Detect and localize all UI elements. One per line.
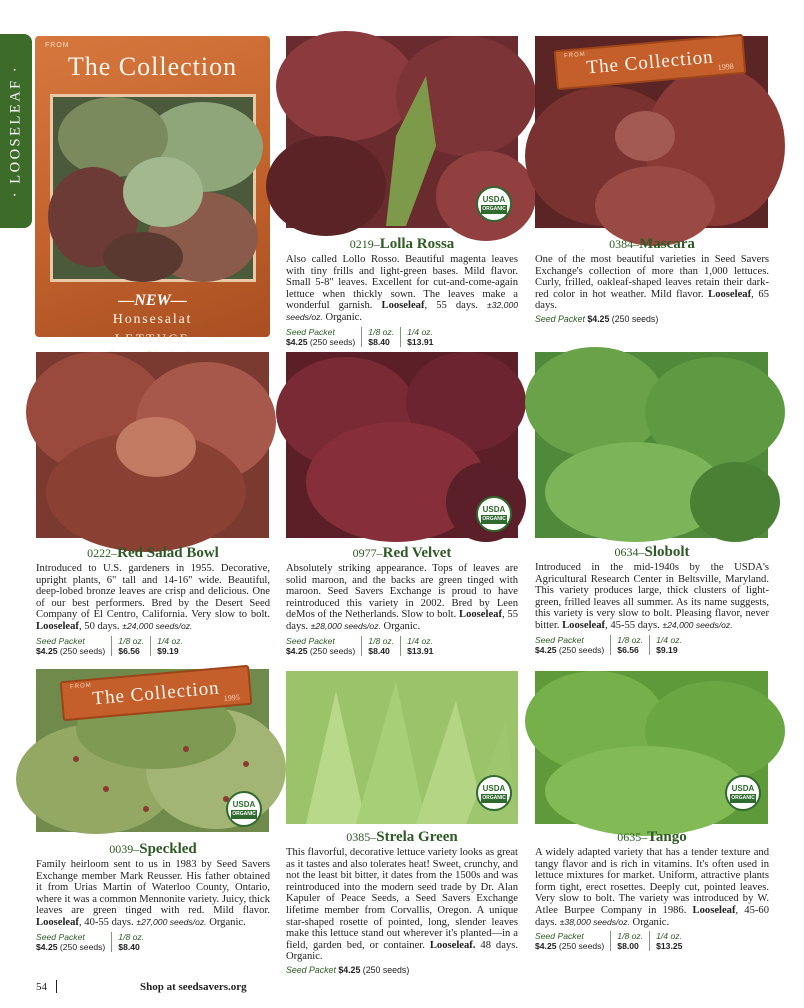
product-speckled: [36, 838, 270, 952]
price-label: Seed Packet: [535, 931, 584, 942]
price-value: $8.40: [368, 336, 390, 347]
product-number: 0039–: [109, 842, 140, 856]
price-option[interactable]: [368, 327, 401, 347]
promo-line1: Honsesalat: [112, 312, 193, 327]
product-name: Strela Green: [376, 829, 458, 845]
price-value: $13.25: [656, 941, 683, 952]
product-name: Lolla Rossa: [379, 236, 455, 252]
usda-organic-seal: USDA ORGANIC: [476, 775, 512, 811]
price-label: 1/8 oz.: [118, 635, 145, 646]
section-tab-label: · LOOSELEAF ·: [7, 64, 24, 198]
product-number: 0634–: [614, 545, 645, 559]
price-label: Seed Packet: [535, 634, 584, 645]
price-value: $4.25 (250 seeds): [36, 645, 106, 656]
collection-banner: FROM The Collection 1995: [60, 665, 253, 721]
promo-line2: LETTUCE: [114, 331, 191, 346]
price-label: 1/4 oz.: [157, 635, 183, 646]
price-value[interactable]: $4.25: [338, 964, 361, 975]
price-option[interactable]: [118, 636, 151, 656]
product-slobolt: [535, 541, 769, 655]
price-value: $9.19: [656, 644, 678, 655]
promo-title: The Collection: [67, 52, 238, 81]
price-value: $4.25 (250 seeds): [36, 941, 106, 952]
price-inline: Seed Packet $4.25 (250 seeds): [535, 313, 659, 324]
product-description: A widely adapted variety that has a tender texture and tangy flavor and is rich in vitamins. It's often used in lettuce mixtures for market. Uniform, attractive plants form tight, erect rosettes. Deeply cut, pointed leaves. Very slow to bolt. The variety was introduced by W. Atlee Burpee Company in 1986. Looseleaf, 45-60 days. ±38,000 seeds/oz. Organic.: [535, 847, 770, 928]
price-label: 1/8 oz.: [118, 931, 145, 942]
price-label: 1/8 oz.: [617, 634, 644, 645]
price-value: $13.91: [407, 645, 434, 656]
product-number: 0635–: [617, 830, 648, 844]
price-table: [286, 636, 518, 656]
product-number: 0977–: [352, 546, 383, 560]
price-option[interactable]: [617, 931, 650, 951]
price-option[interactable]: [286, 636, 362, 656]
product-description: Absolutely striking appearance. Tops of leaves are solid maroon, and the backs are green tinged with maroon. Seed Savers Exchange is proud to have reintroduced this variety in 2002. Bred by Leen deMos of the Netherlands. Slow to bolt. Looseleaf, 55 days. ±28,000 seeds/oz. Organic.: [286, 563, 518, 632]
product-name: Red Velvet: [382, 545, 452, 561]
promo-from: FROM: [45, 42, 70, 49]
price-option[interactable]: [656, 931, 688, 951]
price-label: Seed Packet: [36, 931, 85, 942]
price-label: Seed Packet: [36, 635, 85, 646]
product-number: 0219–: [349, 237, 380, 251]
product-mascara: [535, 233, 769, 324]
product-description: Also called Lollo Rosso. Beautiful magenta leaves with tiny frills and light-green bases. Mild flavor. Small 5-8" leaves. Excellent for cut-and-come-again lettuce when thickly sown. The leaves make a wonderful garnish. Looseleaf, 55 days. ±32,000 seeds/oz. Organic.: [286, 254, 519, 323]
product-description: One of the most beautiful varieties in Seed Savers Exchange's collection of more than 1,000 lettuces. Curly, frilled, oakleaf-shaped leaves retain their dark-red color in hot weather. Mild flavor. Looseleaf, 65 days.: [535, 254, 769, 312]
promo-new-label: —NEW—: [118, 292, 187, 309]
price-table: [36, 932, 270, 952]
product-number: 0384–: [609, 237, 640, 251]
collection-promo-card[interactable]: [35, 36, 270, 346]
price-option[interactable]: [535, 931, 611, 951]
price-label: 1/4 oz.: [407, 326, 433, 337]
product-description: Family heirloom sent to us in 1983 by Seed Savers Exchange member Mark Reusser. His father obtained it from Urias Martin of Waterloo County, Ontario, where it was a common Mennonite variety. Juicy, thick leaves are green tinged with red. Mild flavor. Looseleaf, 40-55 days. ±27,000 seeds/oz. Organic.: [36, 859, 270, 928]
product-number: 0222–: [87, 546, 118, 560]
price-table: [535, 931, 769, 951]
price-label: 1/4 oz.: [656, 634, 682, 645]
price-option[interactable]: [617, 635, 650, 655]
price-option[interactable]: [36, 636, 112, 656]
price-option[interactable]: [36, 932, 112, 952]
price-label: 1/8 oz.: [368, 326, 395, 337]
price-option[interactable]: [656, 635, 688, 655]
product-red-velvet: [286, 542, 518, 656]
price-table: [286, 327, 518, 347]
product-name: Mascara: [639, 236, 695, 252]
usda-organic-seal: USDA ORGANIC: [476, 186, 512, 222]
price-value: $13.91: [407, 336, 434, 347]
slobolt-photo: [535, 352, 768, 538]
red-salad-bowl-photo: [36, 352, 269, 538]
usda-organic-seal: USDA ORGANIC: [226, 791, 262, 827]
price-option[interactable]: [407, 327, 439, 347]
price-label: 1/4 oz.: [407, 635, 433, 646]
promo-photo: [50, 94, 256, 282]
product-name: Tango: [647, 829, 687, 845]
usda-organic-seal: USDA ORGANIC: [725, 775, 761, 811]
product-description: This flavorful, decorative lettuce variety looks as great as it tastes and also tolerates heat! Sweet, crunchy, and not the least bit bitter, it dates from the 1500s and was reintroduced into the modern seed trade by Dr. Alan Kapuler of Peace Seeds, a Seed Savers Exchange lifetime member from Corvallis, Oregon. A unique star-shaped rosette of pointed, long, slender leaves make this lettuce stand out wherever it's planted—in a field, garden bed, or container. Looseleaf. 48 days. Organic.: [286, 847, 518, 963]
page-number: 54: [36, 981, 47, 993]
product-number: 0385–: [346, 830, 377, 844]
lolla-rossa-photo: [286, 36, 518, 228]
price-option[interactable]: [535, 635, 611, 655]
price-value: $9.19: [157, 645, 179, 656]
price-option[interactable]: [407, 636, 439, 656]
mascara-photo: [535, 36, 768, 228]
price-value: $4.25 (250 seeds): [286, 336, 356, 347]
product-red-salad-bowl: [36, 542, 270, 656]
price-option[interactable]: [118, 932, 150, 952]
price-table: [535, 635, 769, 655]
strela-green-photo: [286, 671, 518, 824]
collection-banner: FROM The Collection 1998: [554, 34, 747, 90]
price-value[interactable]: $4.25: [587, 313, 610, 324]
product-name: Speckled: [139, 841, 197, 857]
price-value: $8.40: [118, 941, 140, 952]
price-table: [36, 636, 270, 656]
shop-link[interactable]: Shop at seedsavers.org: [140, 981, 247, 993]
tango-photo: [535, 671, 768, 824]
speckled-photo: [36, 669, 269, 832]
price-label: 1/8 oz.: [617, 931, 644, 942]
price-label: Seed Packet: [286, 635, 335, 646]
price-value: $6.56: [617, 644, 639, 655]
price-value: $4.25 (250 seeds): [286, 645, 356, 656]
product-name: Slobolt: [644, 544, 690, 560]
price-inline: Seed Packet $4.25 (250 seeds): [286, 964, 410, 975]
product-strela-green: [286, 826, 518, 975]
usda-organic-seal: USDA ORGANIC: [476, 496, 512, 532]
price-value: $4.25 (250 seeds): [535, 644, 605, 655]
footer-divider: [56, 980, 57, 993]
price-label: 1/8 oz.: [368, 635, 395, 646]
product-tango: [535, 826, 769, 951]
price-option[interactable]: [286, 327, 362, 347]
price-option[interactable]: [368, 636, 401, 656]
price-value: $8.40: [368, 645, 390, 656]
price-label: Seed Packet: [286, 964, 339, 975]
price-label: 1/4 oz.: [656, 931, 682, 942]
product-description: Introduced to U.S. gardeners in 1955. Decorative, upright plants, 6" tall and 14-16" wide. Beautiful, deep-lobed bronze leaves are crisp and delicious. One of our best performers. Bred by the Desert Seed Company of El Centro, California. Very slow to bolt. Looseleaf, 50 days. ±24,000 seeds/oz.: [36, 563, 270, 632]
product-name: Red Salad Bowl: [117, 545, 219, 561]
price-value: $8.00: [617, 941, 639, 952]
price-option[interactable]: [157, 636, 189, 656]
price-label: Seed Packet: [535, 313, 588, 324]
product-description: Introduced in the mid-1940s by the USDA's Agricultural Research Center in Beltsville, Maryland. This variety produces large, thick clusters of light-green, frilled leaves all summer. As its name suggests, this variety is very slow to bolt. Pleasing flavor, never bitter. Looseleaf, 45-55 days. ±24,000 seeds/oz.: [535, 562, 769, 631]
price-value: $4.25 (250 seeds): [535, 941, 605, 952]
product-lolla-rossa: [286, 233, 518, 347]
section-tab: [0, 34, 32, 228]
price-label: Seed Packet: [286, 326, 335, 337]
price-value: $6.56: [118, 645, 140, 656]
red-velvet-photo: [286, 352, 518, 538]
